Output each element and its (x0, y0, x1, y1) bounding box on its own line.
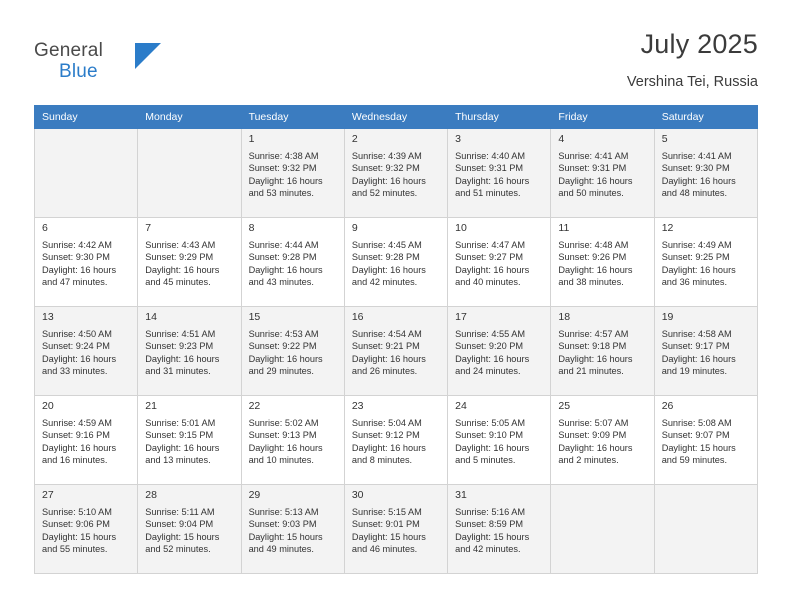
day-info-line: Sunrise: 5:15 AM (351, 507, 422, 517)
calendar-day-cell[interactable] (344, 485, 447, 574)
day-sun-info (42, 239, 131, 289)
day-sun-info (249, 417, 338, 467)
day-number: 1 (248, 133, 255, 145)
calendar-day-cell[interactable] (448, 396, 551, 485)
brand-logo[interactable] (34, 40, 254, 96)
day-sun-info (455, 417, 544, 467)
sun-times-calendar (34, 105, 758, 574)
day-info-line: and 40 minutes. (455, 277, 521, 288)
day-sun-info (662, 417, 751, 467)
day-info-line: Sunset: 9:25 PM (661, 252, 730, 263)
day-number: 16 (351, 311, 364, 323)
calendar-body (35, 129, 758, 574)
day-info-line: and 38 minutes. (558, 277, 624, 288)
day-info-line: and 24 minutes. (455, 366, 521, 377)
calendar-day-cell[interactable] (138, 218, 241, 307)
calendar-day-cell[interactable] (344, 218, 447, 307)
day-number: 15 (248, 311, 261, 323)
calendar-day-cell[interactable] (551, 307, 654, 396)
day-cell-content (345, 307, 447, 378)
day-info-line: Sunset: 9:10 PM (455, 430, 524, 441)
day-info-line: Sunrise: 5:01 AM (145, 418, 216, 428)
calendar-day-cell[interactable] (35, 485, 138, 574)
calendar-day-cell[interactable] (35, 307, 138, 396)
day-info-line: and 36 minutes. (661, 277, 728, 288)
day-info-line: Sunset: 9:30 PM (42, 252, 110, 263)
day-info-line: Sunrise: 4:47 AM (455, 240, 526, 250)
day-cell-content (551, 396, 653, 467)
day-info-line: Sunrise: 4:49 AM (661, 240, 732, 250)
day-sun-info (42, 328, 131, 378)
day-info-line: and 52 minutes. (145, 544, 211, 555)
day-info-line: and 59 minutes. (661, 455, 728, 466)
calendar-day-cell[interactable] (241, 129, 344, 218)
day-sun-info (662, 239, 751, 289)
calendar-day-cell[interactable] (241, 485, 344, 574)
weekday-header-saturday: Saturday (654, 106, 757, 129)
day-info-line: Daylight: 16 hours (145, 353, 220, 364)
day-sun-info (249, 506, 338, 556)
day-info-line: Sunrise: 4:45 AM (351, 240, 422, 250)
day-number: 9 (351, 222, 358, 234)
day-number: 19 (661, 311, 674, 323)
calendar-week-row (35, 396, 758, 485)
day-info-line: Sunrise: 4:58 AM (661, 329, 732, 339)
day-info-line: Daylight: 16 hours (661, 175, 736, 186)
day-number: 22 (248, 400, 261, 412)
day-cell-content (345, 396, 447, 467)
day-number: 28 (145, 489, 157, 501)
day-cell-content (138, 307, 240, 378)
day-info-line: Daylight: 16 hours (661, 264, 736, 275)
calendar-day-cell[interactable] (344, 307, 447, 396)
day-sun-info (558, 239, 647, 289)
day-info-line: and 53 minutes. (248, 188, 314, 199)
day-sun-info (558, 417, 647, 467)
day-number: 5 (661, 133, 668, 145)
calendar-week-row (35, 307, 758, 396)
calendar-header-row (35, 106, 758, 129)
day-info-line: Daylight: 15 hours (145, 531, 220, 542)
day-cell-content (242, 129, 344, 200)
day-info-line: Daylight: 16 hours (42, 264, 117, 275)
day-info-line: Daylight: 16 hours (558, 264, 633, 275)
day-number: 25 (558, 400, 571, 412)
day-info-line: Sunrise: 5:05 AM (455, 418, 526, 428)
calendar-day-cell[interactable] (241, 307, 344, 396)
brand-name-general: General (34, 40, 103, 61)
day-info-line: Sunrise: 4:51 AM (145, 329, 216, 339)
day-sun-info (352, 328, 441, 378)
calendar-day-cell[interactable] (138, 307, 241, 396)
day-sun-info (145, 239, 234, 289)
day-info-line: Daylight: 16 hours (248, 175, 323, 186)
day-info-line: Daylight: 16 hours (351, 175, 426, 186)
day-info-line: Sunset: 9:06 PM (42, 519, 110, 530)
day-info-line: Sunset: 9:01 PM (351, 519, 420, 530)
day-sun-info (145, 506, 234, 556)
day-info-line: Sunrise: 4:42 AM (42, 240, 112, 250)
calendar-week-row (35, 485, 758, 574)
calendar-day-cell[interactable] (448, 218, 551, 307)
day-number: 23 (351, 400, 364, 412)
calendar-day-cell[interactable] (35, 218, 138, 307)
page-title: July 2025 (640, 29, 758, 59)
day-sun-info (455, 506, 544, 556)
day-info-line: Sunset: 9:31 PM (455, 163, 524, 174)
calendar-day-cell[interactable] (138, 396, 241, 485)
day-info-line: Daylight: 15 hours (42, 531, 117, 542)
day-sun-info (42, 506, 131, 556)
day-info-line: Sunset: 9:21 PM (351, 341, 420, 352)
day-sun-info (455, 239, 544, 289)
day-info-line: Sunset: 9:17 PM (661, 341, 730, 352)
day-cell-content (551, 307, 653, 378)
day-info-line: Sunrise: 5:04 AM (351, 418, 422, 428)
day-info-line: Sunset: 9:27 PM (455, 252, 524, 263)
day-info-line: Sunset: 8:59 PM (455, 519, 524, 530)
day-info-line: Sunrise: 5:11 AM (145, 507, 215, 517)
day-number: 11 (558, 222, 570, 234)
day-info-line: Sunset: 9:07 PM (661, 430, 730, 441)
day-number: 26 (661, 400, 674, 412)
day-info-line: Daylight: 15 hours (248, 531, 323, 542)
day-info-line: Daylight: 15 hours (661, 442, 736, 453)
day-info-line: and 45 minutes. (145, 277, 211, 288)
day-sun-info (145, 328, 234, 378)
weekday-header-friday: Friday (551, 106, 654, 129)
day-info-line: and 47 minutes. (42, 277, 108, 288)
title-block (338, 28, 758, 92)
day-info-line: Daylight: 16 hours (558, 175, 633, 186)
weekday-header-wednesday: Wednesday (344, 106, 447, 129)
calendar-day-cell[interactable] (344, 129, 447, 218)
calendar-day-cell[interactable] (448, 485, 551, 574)
day-info-line: and 43 minutes. (248, 277, 314, 288)
day-info-line: Sunrise: 5:13 AM (248, 507, 319, 517)
day-cell-content (345, 218, 447, 289)
calendar-day-cell[interactable] (344, 396, 447, 485)
day-info-line: Daylight: 16 hours (351, 264, 426, 275)
day-number: 6 (42, 222, 48, 234)
day-info-line: Sunrise: 4:44 AM (248, 240, 319, 250)
calendar-day-cell[interactable] (448, 307, 551, 396)
day-cell-content (448, 485, 550, 556)
day-info-line: Sunrise: 4:38 AM (248, 151, 319, 161)
day-cell-content (551, 129, 653, 200)
day-number: 7 (145, 222, 152, 234)
day-cell-content (138, 218, 240, 289)
day-sun-info (662, 150, 751, 200)
day-number: 8 (248, 222, 255, 234)
day-sun-info (42, 417, 131, 467)
day-number: 12 (661, 222, 674, 234)
calendar-day-cell[interactable] (551, 129, 654, 218)
calendar-day-cell-empty (654, 485, 757, 574)
day-number: 20 (42, 400, 54, 412)
weekday-header-sunday: Sunday (35, 106, 138, 129)
day-cell-content (655, 396, 757, 467)
day-info-line: Sunset: 9:03 PM (248, 519, 317, 530)
day-info-line: Sunset: 9:12 PM (351, 430, 420, 441)
weekday-header-monday: Monday (138, 106, 241, 129)
calendar-day-cell[interactable] (551, 218, 654, 307)
day-cell-content (35, 307, 137, 378)
day-info-line: Daylight: 16 hours (558, 353, 633, 364)
calendar-day-cell[interactable] (138, 485, 241, 574)
calendar-day-cell-empty (35, 129, 138, 218)
calendar-day-cell[interactable] (654, 396, 757, 485)
day-info-line: Sunset: 9:32 PM (351, 163, 420, 174)
day-cell-content (448, 396, 550, 467)
day-info-line: Sunset: 9:16 PM (42, 430, 110, 441)
day-info-line: Sunrise: 5:02 AM (248, 418, 319, 428)
day-info-line: Daylight: 16 hours (351, 353, 426, 364)
day-info-line: Sunset: 9:26 PM (558, 252, 627, 263)
calendar-day-cell[interactable] (448, 129, 551, 218)
day-info-line: and 42 minutes. (351, 277, 418, 288)
calendar-week-row (35, 129, 758, 218)
day-info-line: Sunset: 9:09 PM (558, 430, 627, 441)
day-info-line: Sunrise: 4:57 AM (558, 329, 629, 339)
day-sun-info (352, 150, 441, 200)
day-info-line: Sunset: 9:28 PM (351, 252, 420, 263)
blue-flag-triangle-icon (133, 41, 163, 71)
brand-name-blue: Blue (59, 61, 98, 82)
weekday-header-thursday: Thursday (448, 106, 551, 129)
day-info-line: Daylight: 16 hours (145, 264, 220, 275)
day-number: 18 (558, 311, 571, 323)
day-info-line: Sunset: 9:24 PM (42, 341, 110, 352)
day-info-line: Sunrise: 5:08 AM (661, 418, 732, 428)
page-header (34, 28, 758, 100)
day-info-line: Daylight: 16 hours (42, 353, 117, 364)
day-info-line: and 2 minutes. (558, 455, 619, 466)
day-number: 10 (455, 222, 467, 234)
day-info-line: Daylight: 16 hours (145, 442, 220, 453)
day-info-line: Daylight: 15 hours (455, 531, 530, 542)
day-number: 3 (455, 133, 461, 145)
day-sun-info (352, 239, 441, 289)
day-sun-info (558, 150, 647, 200)
day-sun-info (455, 328, 544, 378)
day-info-line: Daylight: 16 hours (248, 264, 323, 275)
day-info-line: and 8 minutes. (351, 455, 413, 466)
day-info-line: Sunrise: 5:10 AM (42, 507, 112, 517)
day-cell-content (242, 307, 344, 378)
day-cell-content (242, 485, 344, 556)
day-info-line: Sunrise: 4:55 AM (455, 329, 526, 339)
day-sun-info (249, 150, 338, 200)
day-info-line: Daylight: 16 hours (455, 353, 530, 364)
day-sun-info (145, 417, 234, 467)
day-info-line: Daylight: 16 hours (248, 353, 323, 364)
day-info-line: Sunrise: 5:16 AM (455, 507, 526, 517)
location-subtitle: Vershina Tei, Russia (626, 74, 758, 90)
day-info-line: and 21 minutes. (558, 366, 624, 377)
day-info-line: and 26 minutes. (351, 366, 418, 377)
day-number: 31 (455, 489, 467, 501)
day-sun-info (662, 328, 751, 378)
day-number: 17 (455, 311, 467, 323)
day-info-line: Daylight: 16 hours (558, 442, 633, 453)
day-cell-content (345, 129, 447, 200)
calendar-day-cell[interactable] (241, 218, 344, 307)
calendar-day-cell[interactable] (35, 396, 138, 485)
day-number: 30 (351, 489, 364, 501)
day-number: 27 (42, 489, 54, 501)
day-info-line: and 33 minutes. (42, 366, 108, 377)
day-sun-info (455, 150, 544, 200)
day-info-line: Sunset: 9:28 PM (248, 252, 317, 263)
day-info-line: and 10 minutes. (248, 455, 314, 466)
day-info-line: and 49 minutes. (248, 544, 314, 555)
day-info-line: Daylight: 16 hours (351, 442, 426, 453)
calendar-day-cell-empty (138, 129, 241, 218)
calendar-week-row (35, 218, 758, 307)
calendar-day-cell[interactable] (654, 307, 757, 396)
day-info-line: and 31 minutes. (145, 366, 211, 377)
day-cell-content (448, 129, 550, 200)
day-info-line: Sunrise: 4:41 AM (661, 151, 732, 161)
day-info-line: Sunset: 9:22 PM (248, 341, 317, 352)
day-info-line: and 13 minutes. (145, 455, 211, 466)
day-info-line: and 5 minutes. (455, 455, 516, 466)
calendar-day-cell[interactable] (654, 129, 757, 218)
day-info-line: and 52 minutes. (351, 188, 418, 199)
day-number: 13 (42, 311, 54, 323)
day-number: 21 (145, 400, 157, 412)
calendar-day-cell[interactable] (654, 218, 757, 307)
day-info-line: Sunset: 9:20 PM (455, 341, 524, 352)
day-cell-content (242, 396, 344, 467)
day-info-line: and 16 minutes. (42, 455, 108, 466)
day-info-line: Sunrise: 4:53 AM (248, 329, 319, 339)
day-sun-info (249, 328, 338, 378)
day-info-line: Sunset: 9:04 PM (145, 519, 214, 530)
day-info-line: Daylight: 15 hours (351, 531, 426, 542)
day-info-line: Sunrise: 4:41 AM (558, 151, 629, 161)
day-info-line: Sunrise: 4:40 AM (455, 151, 526, 161)
day-cell-content (655, 218, 757, 289)
day-cell-content (242, 218, 344, 289)
day-number: 2 (351, 133, 358, 145)
day-info-line: Sunset: 9:30 PM (661, 163, 730, 174)
day-cell-content (448, 218, 550, 289)
day-info-line: Sunrise: 4:43 AM (145, 240, 216, 250)
day-info-line: Sunrise: 4:59 AM (42, 418, 112, 428)
day-info-line: Daylight: 16 hours (248, 442, 323, 453)
day-cell-content (551, 218, 653, 289)
day-number: 4 (558, 133, 565, 145)
day-info-line: Sunset: 9:31 PM (558, 163, 627, 174)
day-info-line: Sunrise: 4:39 AM (351, 151, 422, 161)
day-info-line: Sunrise: 4:50 AM (42, 329, 112, 339)
day-number: 29 (248, 489, 261, 501)
day-info-line: Sunrise: 4:48 AM (558, 240, 629, 250)
day-cell-content (35, 218, 137, 289)
day-cell-content (138, 485, 240, 556)
day-info-line: and 42 minutes. (455, 544, 521, 555)
day-cell-content (448, 307, 550, 378)
day-info-line: Sunrise: 4:54 AM (351, 329, 422, 339)
calendar-day-cell[interactable] (551, 396, 654, 485)
calendar-day-cell-empty (551, 485, 654, 574)
day-info-line: Sunset: 9:23 PM (145, 341, 214, 352)
day-info-line: and 29 minutes. (248, 366, 314, 377)
day-info-line: Sunset: 9:18 PM (558, 341, 627, 352)
day-info-line: Sunset: 9:29 PM (145, 252, 214, 263)
day-sun-info (352, 417, 441, 467)
day-info-line: Sunset: 9:15 PM (145, 430, 214, 441)
day-info-line: Daylight: 16 hours (42, 442, 117, 453)
day-number: 14 (145, 311, 157, 323)
day-info-line: Sunrise: 5:07 AM (558, 418, 629, 428)
day-info-line: Daylight: 16 hours (661, 353, 736, 364)
day-sun-info (352, 506, 441, 556)
day-info-line: Sunset: 9:32 PM (248, 163, 317, 174)
day-cell-content (138, 396, 240, 467)
day-cell-content (655, 129, 757, 200)
day-cell-content (345, 485, 447, 556)
day-info-line: Daylight: 16 hours (455, 442, 530, 453)
day-info-line: and 50 minutes. (558, 188, 624, 199)
day-sun-info (249, 239, 338, 289)
day-info-line: and 46 minutes. (351, 544, 418, 555)
day-info-line: Daylight: 16 hours (455, 264, 530, 275)
day-sun-info (558, 328, 647, 378)
calendar-day-cell[interactable] (241, 396, 344, 485)
day-cell-content (35, 485, 137, 556)
day-info-line: Sunset: 9:13 PM (248, 430, 317, 441)
day-info-line: and 51 minutes. (455, 188, 521, 199)
day-info-line: Daylight: 16 hours (455, 175, 530, 186)
day-number: 24 (455, 400, 467, 412)
day-info-line: and 48 minutes. (661, 188, 728, 199)
day-info-line: and 55 minutes. (42, 544, 108, 555)
day-info-line: and 19 minutes. (661, 366, 728, 377)
day-cell-content (655, 307, 757, 378)
day-cell-content (35, 396, 137, 467)
weekday-header-tuesday: Tuesday (241, 106, 344, 129)
